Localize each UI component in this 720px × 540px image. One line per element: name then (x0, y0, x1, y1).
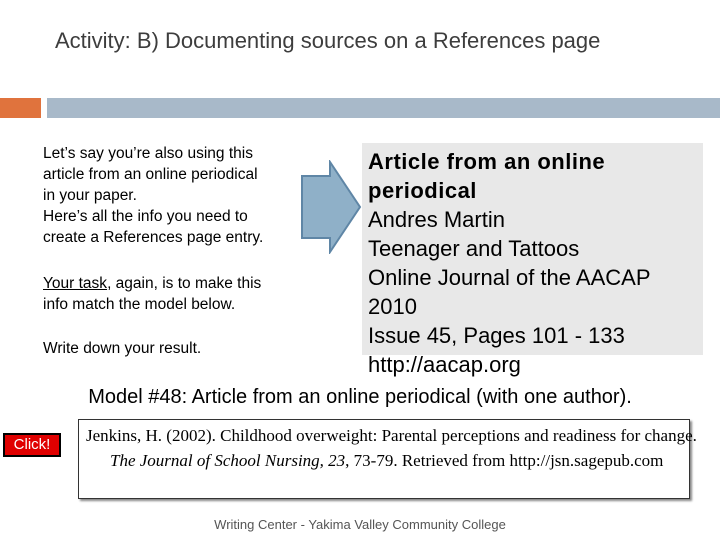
intro-line: article from an online periodical (43, 166, 258, 183)
intro-line: Here’s all the info you need to (43, 208, 248, 225)
info-article-title: Teenager and Tattoos (368, 236, 580, 261)
intro-text (43, 143, 308, 248)
info-year: 2010 (368, 294, 417, 319)
info-url: http://aacap.org (368, 352, 521, 377)
task-text (43, 273, 308, 315)
slide-title: Activity: B) Documenting sources on a References page (55, 28, 601, 53)
info-author: Andres Martin (368, 207, 505, 232)
intro-line: Let’s say you’re also using this (43, 145, 253, 162)
reference-part1: Jenkins, H. (2002). Childhood overweight: Parental perceptions and readiness for change. (86, 426, 697, 445)
model-caption: Model #48: Article from an online periodical (with one author). (88, 386, 632, 408)
accent-bar-orange (0, 98, 41, 118)
intro-line: in your paper. (43, 187, 137, 204)
task-line2: info match the model below. (43, 296, 236, 313)
task-underlined: Your task (43, 275, 108, 292)
right-arrow-icon (300, 160, 362, 254)
task-rest: , again, is to make this (107, 275, 262, 292)
reference-journal: The Journal of School Nursing (110, 450, 320, 470)
footer-text: Writing Center - Yakima Valley Community College (214, 517, 506, 532)
reference-entry (86, 424, 710, 473)
article-info (368, 147, 718, 379)
info-heading-line1: Article from an online (368, 149, 606, 174)
info-heading-line2: periodical (368, 178, 477, 203)
reference-part2: , 73-79. Retrieved from http://jsn.sagepub.com (345, 450, 664, 470)
info-issue-pages: Issue 45, Pages 101 - 133 (368, 323, 625, 348)
accent-bar-blue (47, 98, 720, 118)
reference-comma: , (319, 450, 329, 470)
reference-volume: 23 (328, 450, 346, 470)
info-journal: Online Journal of the AACAP (368, 265, 651, 290)
write-instruction: Write down your result. (43, 340, 202, 357)
click-button[interactable]: Click! (3, 433, 61, 457)
intro-line: create a References page entry. (43, 229, 264, 246)
